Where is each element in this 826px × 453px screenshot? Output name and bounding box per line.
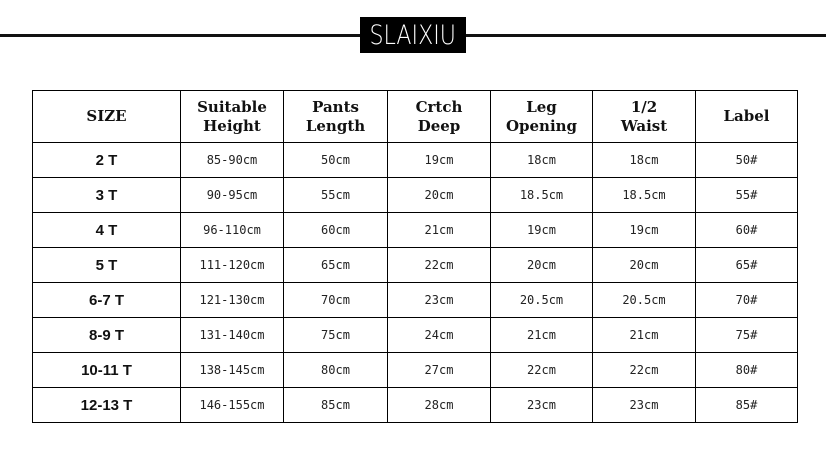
cell-pants-length: 85cm	[284, 388, 388, 423]
cell-label: 60#	[696, 213, 798, 248]
table-row	[33, 213, 798, 248]
cell-label: 75#	[696, 318, 798, 353]
cell-size: 6-7 T	[33, 283, 181, 318]
cell-pants-length: 60cm	[284, 213, 388, 248]
cell-suitable-height: 138-145cm	[181, 353, 284, 388]
header-size: SIZE	[33, 91, 181, 143]
header-half-waist: 1/2 Waist	[593, 91, 696, 143]
cell-suitable-height: 96-110cm	[181, 213, 284, 248]
table-row	[33, 178, 798, 213]
cell-half-waist: 18cm	[593, 143, 696, 178]
cell-leg-opening: 19cm	[491, 213, 593, 248]
cell-suitable-height: 85-90cm	[181, 143, 284, 178]
cell-size: 3 T	[33, 178, 181, 213]
cell-pants-length: 65cm	[284, 248, 388, 283]
cell-suitable-height: 131-140cm	[181, 318, 284, 353]
cell-size: 4 T	[33, 213, 181, 248]
cell-half-waist: 23cm	[593, 388, 696, 423]
table-row	[33, 388, 798, 423]
cell-label: 50#	[696, 143, 798, 178]
brand-logo	[360, 17, 466, 53]
header-leg-opening: Leg Opening	[491, 91, 593, 143]
cell-pants-length: 55cm	[284, 178, 388, 213]
cell-half-waist: 19cm	[593, 213, 696, 248]
cell-leg-opening: 18.5cm	[491, 178, 593, 213]
cell-pants-length: 80cm	[284, 353, 388, 388]
cell-half-waist: 20.5cm	[593, 283, 696, 318]
cell-half-waist: 18.5cm	[593, 178, 696, 213]
cell-leg-opening: 21cm	[491, 318, 593, 353]
cell-label: 80#	[696, 353, 798, 388]
cell-crotch-deep: 23cm	[388, 283, 491, 318]
cell-size: 5 T	[33, 248, 181, 283]
table-row	[33, 248, 798, 283]
cell-suitable-height: 111-120cm	[181, 248, 284, 283]
cell-crotch-deep: 21cm	[388, 213, 491, 248]
cell-size: 8-9 T	[33, 318, 181, 353]
cell-crotch-deep: 24cm	[388, 318, 491, 353]
header-suitable-height: Suitable Height	[181, 91, 284, 143]
table-row	[33, 318, 798, 353]
cell-crotch-deep: 22cm	[388, 248, 491, 283]
cell-suitable-height: 90-95cm	[181, 178, 284, 213]
cell-half-waist: 21cm	[593, 318, 696, 353]
cell-pants-length: 70cm	[284, 283, 388, 318]
cell-pants-length: 50cm	[284, 143, 388, 178]
table-row	[33, 353, 798, 388]
header-crotch-deep: Crtch Deep	[388, 91, 491, 143]
cell-half-waist: 20cm	[593, 248, 696, 283]
cell-leg-opening: 23cm	[491, 388, 593, 423]
cell-leg-opening: 18cm	[491, 143, 593, 178]
cell-label: 65#	[696, 248, 798, 283]
header-pants-length: Pants Length	[284, 91, 388, 143]
cell-leg-opening: 20.5cm	[491, 283, 593, 318]
table-row	[33, 143, 798, 178]
cell-leg-opening: 22cm	[491, 353, 593, 388]
cell-pants-length: 75cm	[284, 318, 388, 353]
cell-label: 55#	[696, 178, 798, 213]
header-rule-right	[466, 34, 826, 37]
cell-crotch-deep: 28cm	[388, 388, 491, 423]
cell-size: 10-11 T	[33, 353, 181, 388]
cell-size: 12-13 T	[33, 388, 181, 423]
size-chart-table	[32, 90, 798, 423]
cell-suitable-height: 121-130cm	[181, 283, 284, 318]
cell-crotch-deep: 20cm	[388, 178, 491, 213]
table-row	[33, 283, 798, 318]
cell-crotch-deep: 27cm	[388, 353, 491, 388]
cell-half-waist: 22cm	[593, 353, 696, 388]
header-label: Label	[696, 91, 798, 143]
cell-crotch-deep: 19cm	[388, 143, 491, 178]
cell-leg-opening: 20cm	[491, 248, 593, 283]
brand-logo-text: SLAIXIU	[369, 19, 457, 51]
header-row	[33, 91, 798, 143]
cell-label: 85#	[696, 388, 798, 423]
cell-label: 70#	[696, 283, 798, 318]
header-rule-left	[0, 34, 360, 37]
cell-size: 2 T	[33, 143, 181, 178]
cell-suitable-height: 146-155cm	[181, 388, 284, 423]
